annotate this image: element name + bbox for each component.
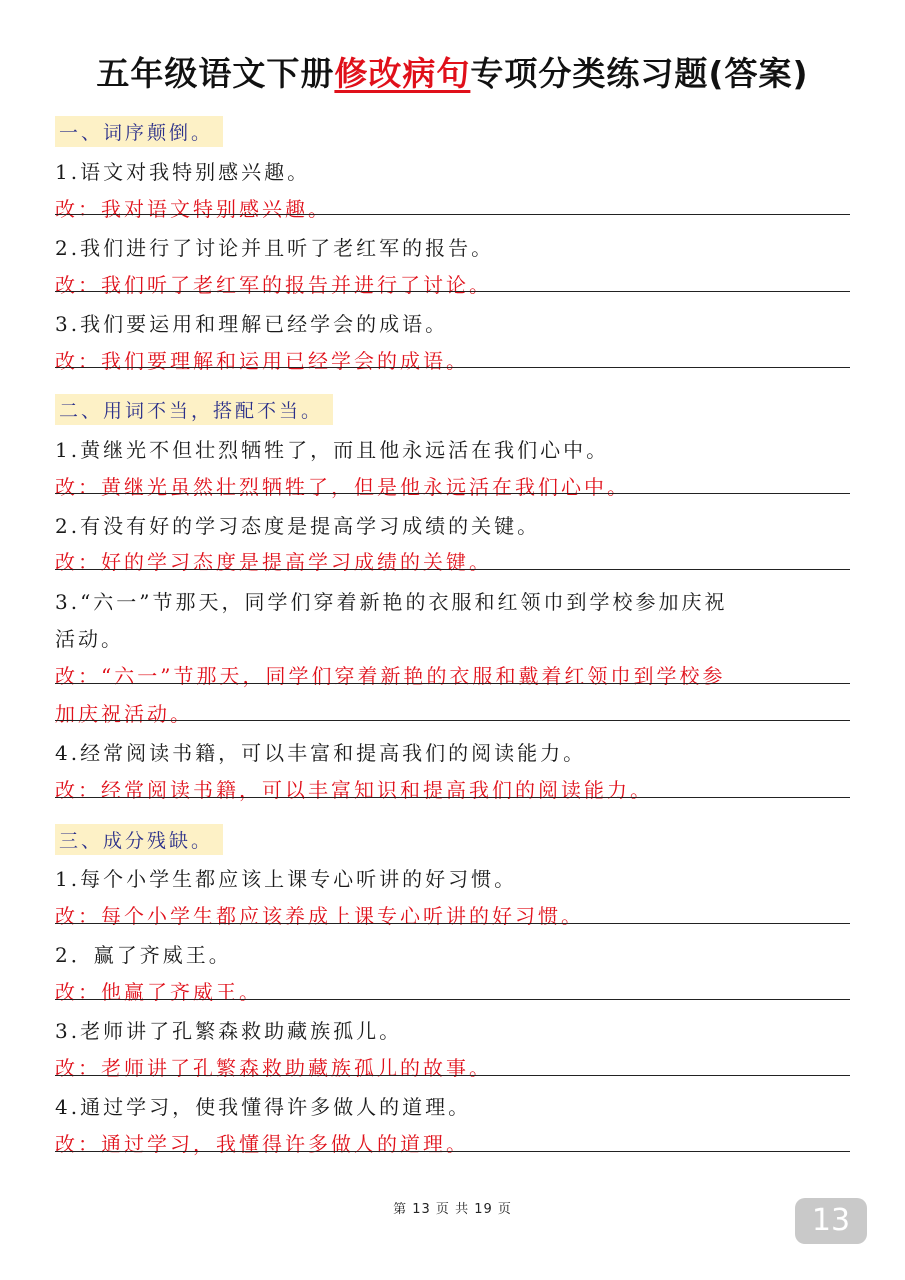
question-2-3-line1: 3.“六一”节那天，同学们穿着新艳的衣服和红领巾到学校参加庆祝 xyxy=(55,590,728,614)
answer-2-1: 改：黄继光虽然壮烈牺牲了，但是他永远活在我们心中。 xyxy=(55,475,630,499)
answer-3-1: 改：每个小学生都应该养成上课专心听讲的好习惯。 xyxy=(55,904,584,928)
answer-underline xyxy=(55,999,850,1000)
page-number-badge: 13 xyxy=(795,1198,867,1244)
question-3-3: 3.老师讲了孔繁森救助藏族孤儿。 xyxy=(55,1019,403,1043)
question-3-4: 4.通过学习，使我懂得许多做人的道理。 xyxy=(55,1095,472,1119)
section-heading-2: 二、用词不当，搭配不当。 xyxy=(55,394,333,425)
answer-underline xyxy=(55,367,850,368)
answer-underline xyxy=(55,291,850,292)
answer-3-4: 改：通过学习，我懂得许多做人的道理。 xyxy=(55,1132,469,1156)
answer-underline xyxy=(55,569,850,570)
answer-3-3: 改：老师讲了孔繁森救助藏族孤儿的故事。 xyxy=(55,1056,492,1080)
title-highlight: 修改病句 xyxy=(334,54,471,93)
question-3-1: 1.每个小学生都应该上课专心听讲的好习惯。 xyxy=(55,867,518,891)
answer-1-1: 改：我对语文特别感兴趣。 xyxy=(55,197,331,221)
answer-2-2: 改：好的学习态度是提高学习成绩的关键。 xyxy=(55,550,492,574)
question-2-2: 2.有没有好的学习态度是提高学习成绩的关键。 xyxy=(55,514,541,538)
answer-2-3-line2: 加庆祝活动。 xyxy=(55,702,193,726)
page-title xyxy=(0,48,905,95)
title-prefix: 五年级语文下册 xyxy=(96,54,335,93)
question-2-3-line2: 活动。 xyxy=(55,627,124,651)
answer-1-2: 改：我们听了老红军的报告并进行了讨论。 xyxy=(55,273,492,297)
answer-underline xyxy=(55,720,850,721)
question-2-4: 4.经常阅读书籍，可以丰富和提高我们的阅读能力。 xyxy=(55,741,587,765)
question-1-1: 1.语文对我特别感兴趣。 xyxy=(55,160,311,184)
section-heading-3: 三、成分残缺。 xyxy=(55,824,223,855)
answer-underline xyxy=(55,797,850,798)
question-3-2: 2．赢了齐威王。 xyxy=(55,943,232,967)
answer-2-4: 改：经常阅读书籍，可以丰富知识和提高我们的阅读能力。 xyxy=(55,778,653,802)
section-heading-1: 一、词序颠倒。 xyxy=(55,116,223,147)
answer-underline xyxy=(55,1075,850,1076)
question-1-2: 2.我们进行了讨论并且听了老红军的报告。 xyxy=(55,236,495,260)
page-footer: 第 13 页 共 19 页 xyxy=(393,1202,512,1217)
question-1-3: 3.我们要运用和理解已经学会的成语。 xyxy=(55,312,449,336)
question-2-1: 1.黄继光不但壮烈牺牲了，而且他永远活在我们心中。 xyxy=(55,438,610,462)
answer-underline xyxy=(55,493,850,494)
answer-1-3: 改：我们要理解和运用已经学会的成语。 xyxy=(55,349,469,373)
answer-underline xyxy=(55,923,850,924)
answer-3-2: 改：他赢了齐威王。 xyxy=(55,980,262,1004)
title-suffix: 专项分类练习题(答案) xyxy=(470,54,809,93)
answer-underline xyxy=(55,214,850,215)
answer-underline xyxy=(55,1151,850,1152)
answer-2-3-line1: 改：“六一”节那天，同学们穿着新艳的衣服和戴着红领巾到学校参 xyxy=(55,664,726,688)
answer-underline xyxy=(55,683,850,684)
